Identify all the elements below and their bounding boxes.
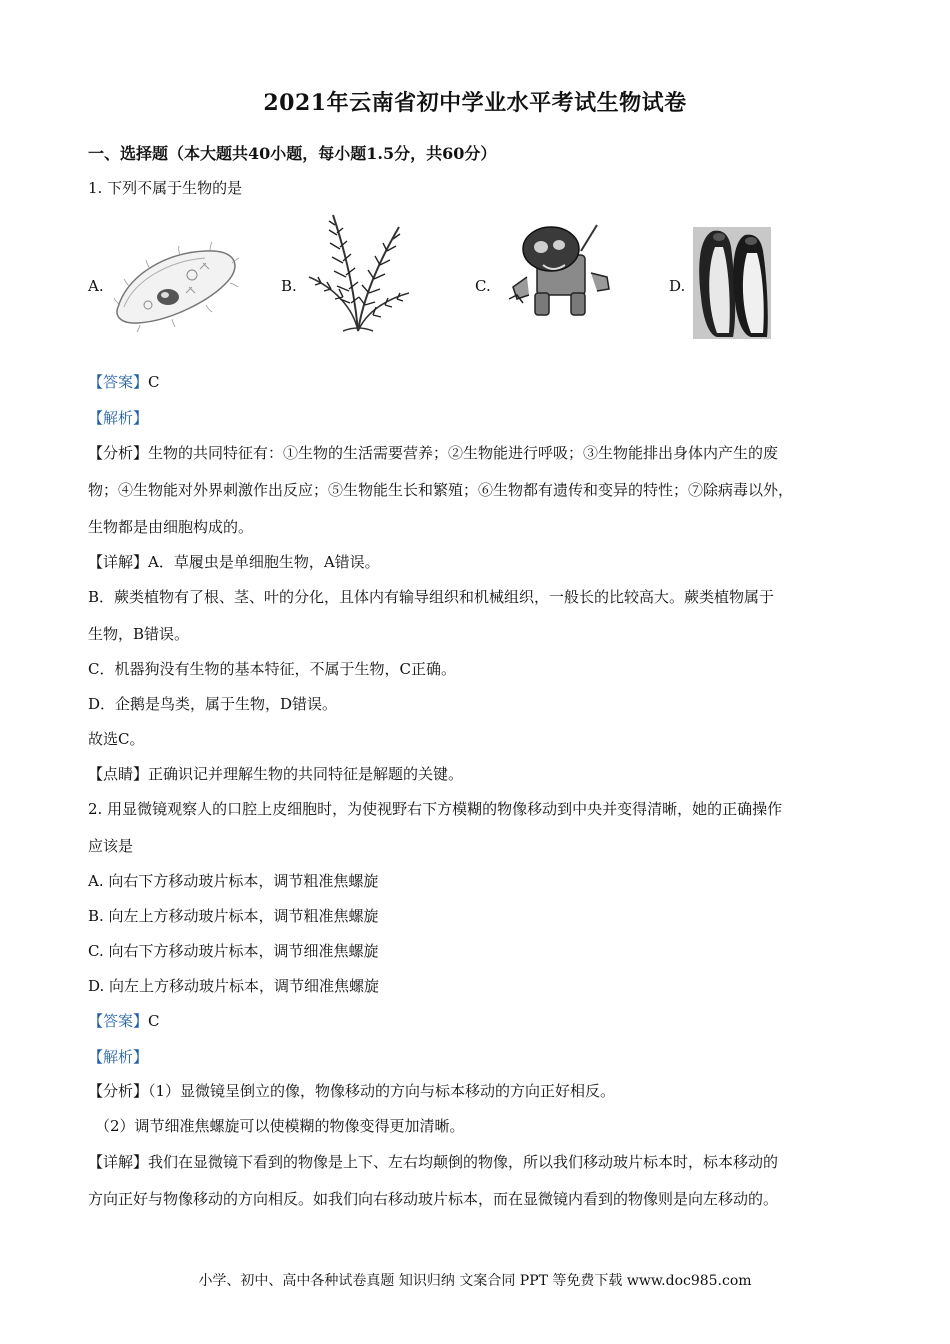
analysis-tag: 【解析】: [88, 409, 149, 427]
fenxi-text: 生物的共同特征有：①生物的生活需要营养；②生物能进行呼吸；③生物能排出身体内产生的废: [148, 444, 779, 462]
xiangjie-tag: 【详解】: [88, 1153, 149, 1171]
question-1-options: [88, 205, 808, 345]
q2-detail-line-2: 方向正好与物像移动的方向相反。如我们向右移动玻片标本，而在显微镜内看到的物像则是向左移动的。: [88, 1190, 779, 1208]
option-b-label: B.: [281, 277, 297, 295]
q2-fenxi-line-1: [88, 1081, 615, 1101]
answer-value: C: [148, 373, 160, 391]
detail-text: 我们在显微镜下看到的物像是上下、左右均颠倒的物像，所以我们移动玻片标本时，标本移动的: [148, 1153, 779, 1171]
answer-value: C: [148, 1012, 160, 1030]
penguin-illustration: [693, 227, 771, 339]
q1-detail-line-5: D．企鹅是鸟类，属于生物，D错误。: [88, 695, 338, 713]
option-c-label: C.: [475, 277, 491, 295]
q1-fenxi-line-3: 生物都是由细胞构成的。: [88, 518, 254, 536]
dianjing-text: 正确识记并理解生物的共同特征是解题的关键。: [148, 765, 464, 783]
fern-illustration: [303, 207, 413, 335]
q1-fenxi-line-1: [88, 443, 778, 463]
question-2-stem-2: 应该是: [88, 837, 134, 855]
option-c: [475, 205, 655, 345]
q1-answer-line: [88, 372, 160, 392]
q1-detail-line-6: 故选C。: [88, 730, 145, 748]
page-footer: 小学、初中、高中各种试卷真题 知识归纳 文案合同 PPT 等免费下载 www.doc985.com: [198, 1273, 752, 1289]
option-d: [669, 205, 809, 345]
q1-fenxi-line-2: 物；④生物能对外界刺激作出反应；⑤生物能生长和繁殖；⑥生物都有遗传和变异的特性；⑦除病毒以外，: [88, 481, 794, 499]
analysis-tag: 【解析】: [88, 1048, 149, 1066]
q2-option-d: D. 向左上方移动玻片标本，调节细准焦螺旋: [88, 977, 380, 995]
q2-analysis-tag: [88, 1047, 148, 1067]
answer-tag: 【答案】: [88, 1012, 149, 1030]
q2-option-a: A. 向右下方移动玻片标本，调节粗准焦螺旋: [88, 872, 379, 890]
option-b: [281, 205, 461, 345]
option-d-label: D.: [669, 277, 686, 295]
page-title: 2021年云南省初中学业水平考试生物试卷: [263, 90, 687, 116]
answer-tag: 【答案】: [88, 373, 149, 391]
dianjing-tag: 【点睛】: [88, 765, 149, 783]
q1-detail-line-3: 生物，B错误。: [88, 625, 190, 643]
section-heading: 一、选择题（本大题共40小题，每小题1.5分，共60分）: [88, 144, 497, 163]
q1-detail-line-4: C．机器狗没有生物的基本特征，不属于生物，C正确。: [88, 660, 456, 678]
q2-option-b: B. 向左上方移动玻片标本，调节粗准焦螺旋: [88, 907, 379, 925]
q1-dianjing-line: [88, 764, 463, 784]
q1-detail-line-1: [88, 552, 380, 572]
fenxi-text: （1）显微镜呈倒立的像，物像移动的方向与标本移动的方向正好相反。: [148, 1082, 616, 1100]
option-a-label: A.: [88, 277, 104, 295]
xiangjie-tag: 【详解】: [88, 553, 149, 571]
q2-option-c: C. 向右下方移动玻片标本，调节细准焦螺旋: [88, 942, 379, 960]
paramecium-illustration: [110, 235, 245, 335]
q1-analysis-tag: [88, 408, 148, 428]
fenxi-tag: 【分析】: [88, 444, 149, 462]
robot-dog-illustration: [505, 221, 615, 321]
q1-detail-line-2: B．蕨类植物有了根、茎、叶的分化，且体内有输导组织和机械组织，一般长的比较高大。蕨类植物属于: [88, 588, 775, 606]
detail-text: A．草履虫是单细胞生物，A错误。: [148, 553, 380, 571]
q2-answer-line: [88, 1011, 160, 1031]
q2-fenxi-line-2: （2）调节细准焦螺旋可以使模糊的物像变得更加清晰。: [95, 1117, 465, 1135]
option-a: [88, 205, 268, 345]
q2-detail-line-1: [88, 1152, 778, 1172]
question-2-stem-1: 2. 用显微镜观察人的口腔上皮细胞时，为使视野右下方模糊的物像移动到中央并变得清晰，她的正确操作: [88, 800, 783, 818]
question-1-stem: 1. 下列不属于生物的是: [88, 179, 243, 197]
fenxi-tag: 【分析】: [88, 1082, 149, 1100]
